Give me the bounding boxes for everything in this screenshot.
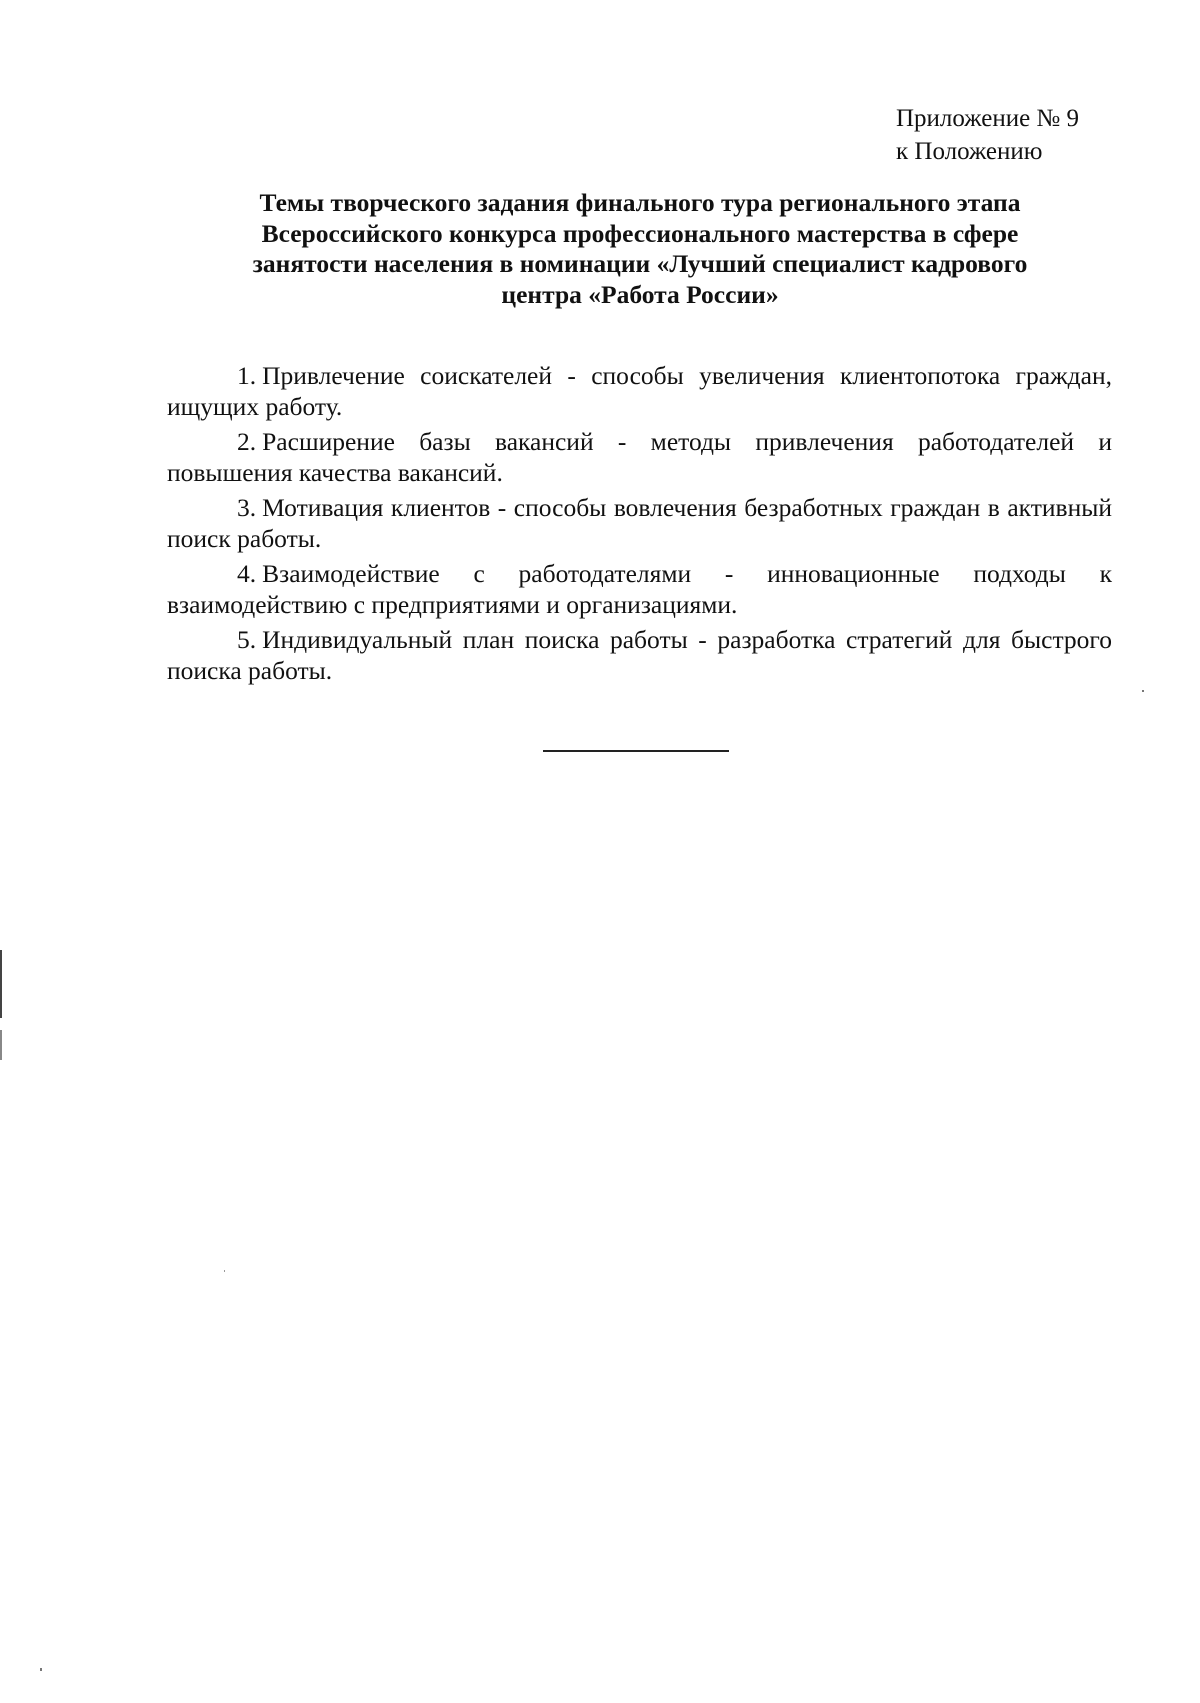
list-item [167, 624, 1112, 686]
item-number: 5. [237, 625, 257, 654]
item-text: Взаимодействие с работодателями - инновационные подходы к взаимодействию с предприятиями и организациями. [167, 559, 1112, 619]
scan-speck [1142, 690, 1144, 692]
item-text: Индивидуальный план поиска работы - разработка стратегий для быстрого поиска работы. [167, 625, 1112, 685]
list-item [167, 558, 1112, 620]
list-item [167, 360, 1112, 422]
item-number: 3. [237, 493, 257, 522]
scan-speck [224, 1270, 225, 1272]
list-item [167, 492, 1112, 554]
end-of-document-rule [543, 750, 729, 752]
scan-edge-mark [0, 1030, 2, 1060]
title-line: занятости населения в номинации «Лучший специалист кадрового [252, 249, 1028, 278]
item-number: 2. [237, 427, 257, 456]
item-number: 4. [237, 559, 257, 588]
title-line: центра «Работа России» [501, 279, 779, 309]
item-text: Расширение базы вакансий - методы привлечения работодателей и повышения качества вакансий. [167, 427, 1112, 487]
item-text: Мотивация клиентов - способы вовлечения безработных граждан в активный поиск работы. [167, 493, 1112, 553]
title-line: Всероссийского конкурса профессионального мастерства в сфере [261, 218, 1019, 248]
item-text: Привлечение соискателей - способы увеличения клиентопотока граждан, ищущих работу. [167, 361, 1112, 421]
scan-speck [40, 1668, 42, 1671]
appendix-number: Приложение № 9 [896, 105, 1080, 132]
scan-edge-mark [0, 950, 2, 1018]
document-title [160, 188, 1120, 310]
appendix-reference: к Положению [896, 138, 1043, 165]
item-number: 1. [237, 361, 257, 390]
topics-list [167, 360, 1112, 690]
list-item [167, 426, 1112, 488]
title-line: Темы творческого задания финального тура регионального этапа [259, 188, 1021, 217]
appendix-header [896, 102, 1079, 168]
